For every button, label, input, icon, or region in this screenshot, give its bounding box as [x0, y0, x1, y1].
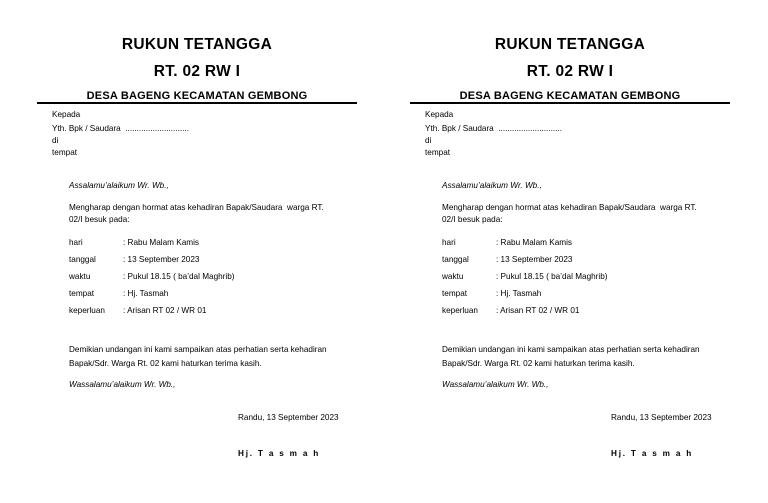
invitation-letter-right [373, 0, 757, 503]
detail-label-day: hari [69, 238, 83, 247]
closing-line-1: Demikian undangan ini kami sampaikan atas perhatian serta kehadiran [442, 345, 700, 354]
detail-label-time: waktu [69, 272, 91, 281]
recipient-line-3: di [425, 136, 432, 145]
intro-line-1: Mengharap dengan hormat atas kehadiran Bapak/Saudara warga RT. [442, 203, 697, 212]
detail-label-place: tempat [69, 289, 95, 298]
greeting: Assalamu’alaikum Wr. Wb., [69, 181, 169, 190]
recipient-line-2: Yth. Bpk / Saudara ............................ [52, 124, 189, 133]
closing-line-1: Demikian undangan ini kami sampaikan atas perhatian serta kehadiran [69, 345, 327, 354]
recipient-line-4: tempat [52, 148, 78, 157]
closing-line-2: Bapak/Sdr. Warga Rt. 02 kami haturkan terima kasih. [69, 359, 262, 368]
detail-value-date: : 13 September 2023 [496, 255, 573, 264]
intro-line-2: 02/I besuk pada: [69, 215, 130, 224]
closing-line-2: Bapak/Sdr. Warga Rt. 02 kami haturkan terima kasih. [442, 359, 635, 368]
header-divider [410, 102, 730, 104]
farewell: Wassalamu’alaikum Wr. Wb., [69, 380, 176, 389]
detail-label-purpose: keperluan [69, 306, 105, 315]
village-title: DESA BAGENG KECAMATAN GEMBONG [459, 90, 681, 102]
detail-label-purpose: keperluan [442, 306, 478, 315]
detail-label-time: waktu [442, 272, 464, 281]
detail-value-place: : Hj. Tasmah [496, 289, 542, 298]
detail-label-date: tanggal [69, 255, 96, 264]
recipient-line-3: di [52, 136, 59, 145]
village-title: DESA BAGENG KECAMATAN GEMBONG [86, 90, 308, 102]
header-divider [37, 102, 357, 104]
intro-line-1: Mengharap dengan hormat atas kehadiran Bapak/Saudara warga RT. [69, 203, 324, 212]
recipient-line-1: Kepada [425, 110, 454, 119]
detail-value-place: : Hj. Tasmah [123, 289, 169, 298]
place-date: Randu, 13 September 2023 [611, 413, 712, 422]
place-date: Randu, 13 September 2023 [238, 413, 339, 422]
detail-value-day: : Rabu Malam Kamis [496, 238, 572, 247]
recipient-line-2: Yth. Bpk / Saudara ............................ [425, 124, 562, 133]
recipient-line-4: tempat [425, 148, 451, 157]
detail-label-place: tempat [442, 289, 468, 298]
signatory: Hj. T a s m a h [238, 449, 321, 458]
recipient-line-1: Kepada [52, 110, 81, 119]
detail-value-day: : Rabu Malam Kamis [123, 238, 199, 247]
detail-value-purpose: : Arisan RT 02 / WR 01 [123, 306, 207, 315]
intro-line-2: 02/I besuk pada: [442, 215, 503, 224]
org-title: RUKUN TETANGGA [494, 36, 646, 53]
rt-rw-title: RT. 02 RW I [526, 63, 614, 80]
detail-value-time: : Pukul 18.15 ( ba’dal Maghrib) [496, 272, 608, 281]
signatory: Hj. T a s m a h [611, 449, 694, 458]
detail-value-purpose: : Arisan RT 02 / WR 01 [496, 306, 580, 315]
detail-label-day: hari [442, 238, 456, 247]
greeting: Assalamu’alaikum Wr. Wb., [442, 181, 542, 190]
detail-value-time: : Pukul 18.15 ( ba’dal Maghrib) [123, 272, 235, 281]
detail-value-date: : 13 September 2023 [123, 255, 200, 264]
org-title: RUKUN TETANGGA [121, 36, 273, 53]
rt-rw-title: RT. 02 RW I [153, 63, 241, 80]
farewell: Wassalamu’alaikum Wr. Wb., [442, 380, 549, 389]
detail-label-date: tanggal [442, 255, 469, 264]
